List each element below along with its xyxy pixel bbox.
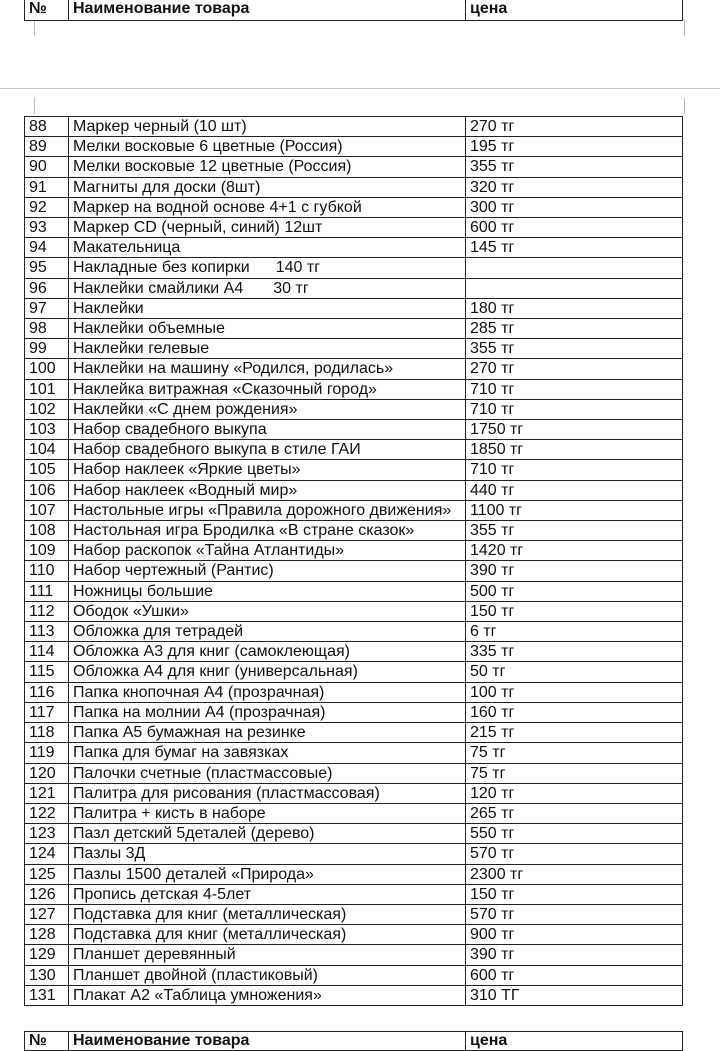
item-number: 123: [25, 824, 69, 844]
item-price: 390 тг: [466, 561, 683, 581]
item-price: 1420 тг: [466, 541, 683, 561]
item-name-text: Ободок «Ушки»: [73, 602, 189, 620]
item-name: [69, 420, 466, 440]
item-price: 120 тг: [466, 783, 683, 803]
item-name-text: Подставка для книг (металлическая): [73, 905, 347, 923]
item-name-text: Наклейка витражная «Сказочный город»: [73, 380, 377, 398]
table-row: [25, 783, 683, 803]
item-number: 131: [25, 985, 69, 1005]
table-row: [25, 440, 683, 460]
item-price: 75 тг: [466, 763, 683, 783]
item-name-text: Магниты для доски (8шт): [73, 178, 261, 196]
item-price: 160 тг: [466, 702, 683, 722]
table-row: [25, 238, 683, 258]
header-table: [24, 0, 683, 21]
item-number: 115: [25, 662, 69, 682]
item-number: 118: [25, 723, 69, 743]
header-price: цена: [466, 0, 683, 21]
item-number: 112: [25, 601, 69, 621]
item-price: 900 тг: [466, 925, 683, 945]
item-name: [69, 440, 466, 460]
item-price: 75 тг: [466, 743, 683, 763]
item-name: [69, 783, 466, 803]
table-row: [25, 521, 683, 541]
item-name-text: Обложка А4 для книг (универсальная): [73, 663, 358, 681]
item-name-text: Мелки восковые 6 цветные (Россия): [73, 138, 343, 156]
item-name: [69, 500, 466, 520]
price-table: [24, 116, 683, 1006]
item-price: 150 тг: [466, 884, 683, 904]
item-price: 600 тг: [466, 965, 683, 985]
item-number: 102: [25, 399, 69, 419]
item-price: 570 тг: [466, 844, 683, 864]
item-price: 310 ТГ: [466, 985, 683, 1005]
item-number: 90: [25, 157, 69, 177]
table-row: [25, 985, 683, 1005]
table-row: [25, 359, 683, 379]
item-name-text: Папка на молнии А4 (прозрачная): [73, 703, 326, 721]
item-price: 195 тг: [466, 137, 683, 157]
table-row: [25, 197, 683, 217]
item-name-text: Наклейки на машину «Родился, родилась»: [73, 360, 394, 378]
item-name: [69, 319, 466, 339]
item-number: 92: [25, 197, 69, 217]
item-price: 320 тг: [466, 177, 683, 197]
item-number: 126: [25, 884, 69, 904]
item-name: [69, 480, 466, 500]
table-row: [25, 884, 683, 904]
item-name-text: Палитра + кисть в наборе: [73, 804, 266, 822]
item-name-text: Пазл детский 5деталей (дерево): [73, 825, 315, 843]
item-number: 122: [25, 803, 69, 823]
item-name: [69, 884, 466, 904]
table-row: [25, 642, 683, 662]
item-price: 2300 тг: [466, 864, 683, 884]
item-name: [69, 622, 466, 642]
item-name-text: Настольная игра Бродилка «В стране сказок»: [73, 522, 415, 540]
table-row: [25, 339, 683, 359]
table-row: [25, 561, 683, 581]
item-name: [69, 379, 466, 399]
header-row: [25, 0, 683, 21]
table-row: [25, 743, 683, 763]
item-name: [69, 278, 466, 298]
item-number: 110: [25, 561, 69, 581]
item-number: 117: [25, 702, 69, 722]
item-name: [69, 904, 466, 924]
item-number: 103: [25, 420, 69, 440]
item-number: 125: [25, 864, 69, 884]
item-name-text: Наклейки «С днем рождения»: [73, 400, 298, 418]
table-row: [25, 702, 683, 722]
table-row: [25, 177, 683, 197]
item-name: [69, 945, 466, 965]
item-name-text: Набор свадебного выкупа в стиле ГАИ: [73, 441, 361, 459]
item-name: [69, 581, 466, 601]
table-row: [25, 298, 683, 318]
item-price: 550 тг: [466, 824, 683, 844]
item-name: [69, 197, 466, 217]
item-number: 104: [25, 440, 69, 460]
item-name-text: Наклейки объемные: [73, 320, 225, 338]
item-name: [69, 723, 466, 743]
item-number: 100: [25, 359, 69, 379]
item-name-text: Обложка для тетрадей: [73, 623, 244, 641]
table-row: [25, 763, 683, 783]
item-name: [69, 844, 466, 864]
item-name: [69, 359, 466, 379]
table-row: [25, 662, 683, 682]
item-number: 107: [25, 500, 69, 520]
item-number: 113: [25, 622, 69, 642]
item-price: 100 тг: [466, 682, 683, 702]
item-number: 91: [25, 177, 69, 197]
table-row: [25, 117, 683, 137]
header-num: №: [25, 0, 69, 21]
table-row: [25, 965, 683, 985]
item-name: [69, 117, 466, 137]
item-price: 710 тг: [466, 460, 683, 480]
item-name-text: Макательница: [73, 239, 181, 257]
item-name-text: Накладные без копирки: [73, 259, 250, 277]
item-number: 98: [25, 319, 69, 339]
item-name: [69, 682, 466, 702]
item-name-text: Папка А5 бумажная на резинке: [73, 724, 306, 742]
margin-tick: [684, 98, 685, 114]
header-name: Наименование товара: [69, 0, 466, 21]
item-number: 129: [25, 945, 69, 965]
table-row: [25, 500, 683, 520]
item-name: [69, 803, 466, 823]
item-number: 105: [25, 460, 69, 480]
item-name-text: Подставка для книг (металлическая): [73, 926, 347, 944]
item-price: 710 тг: [466, 399, 683, 419]
item-number: 95: [25, 258, 69, 278]
item-price: 1100 тг: [466, 500, 683, 520]
table-row: [25, 824, 683, 844]
table-row: [25, 723, 683, 743]
item-price: 6 тг: [466, 622, 683, 642]
table-row: [25, 682, 683, 702]
item-number: 116: [25, 682, 69, 702]
item-number: 124: [25, 844, 69, 864]
item-name: [69, 925, 466, 945]
item-number: 130: [25, 965, 69, 985]
item-name: [69, 642, 466, 662]
item-name-text: Набор свадебного выкупа: [73, 421, 267, 439]
item-price: 300 тг: [466, 197, 683, 217]
item-name-text: Наклейки смайлики А4: [73, 279, 244, 297]
item-price: 150 тг: [466, 601, 683, 621]
item-name-text: Мелки восковые 12 цветные (Россия): [73, 158, 352, 176]
item-number: 101: [25, 379, 69, 399]
table-row: [25, 278, 683, 298]
item-name-text: Пропись детская 4-5лет: [73, 885, 252, 903]
table-row: [25, 399, 683, 419]
table-row: [25, 581, 683, 601]
item-name-text: Папка кнопочная А4 (прозрачная): [73, 683, 325, 701]
item-price: 710 тг: [466, 379, 683, 399]
margin-tick: [34, 20, 35, 36]
footer-header-name: Наименование товара: [69, 1032, 466, 1051]
item-name-text: Маркер CD (черный, синий) 12шт: [73, 219, 323, 237]
table-row: [25, 945, 683, 965]
item-name: [69, 157, 466, 177]
item-name: [69, 702, 466, 722]
item-name: [69, 460, 466, 480]
table-row: [25, 379, 683, 399]
footer-header-table: [24, 1031, 683, 1051]
item-name-text: Плакат А2 «Таблица умножения»: [73, 986, 322, 1004]
item-price: 355 тг: [466, 339, 683, 359]
item-number: 88: [25, 117, 69, 137]
inline-price: 30 тг: [273, 279, 309, 297]
item-price: 145 тг: [466, 238, 683, 258]
footer-header-num: №: [25, 1032, 69, 1051]
item-name: [69, 521, 466, 541]
item-name-text: Наклейки гелевые: [73, 340, 210, 358]
item-price: 335 тг: [466, 642, 683, 662]
page-break-line: [0, 88, 720, 89]
margin-tick: [684, 20, 685, 36]
table-row: [25, 218, 683, 238]
item-name-text: Набор чертежный (Рантис): [73, 562, 274, 580]
item-name: [69, 662, 466, 682]
table-row: [25, 622, 683, 642]
item-number: 96: [25, 278, 69, 298]
table-row: [25, 157, 683, 177]
item-name: [69, 541, 466, 561]
item-name-text: Маркер черный (10 шт): [73, 118, 247, 135]
table-row: [25, 420, 683, 440]
item-name-text: Маркер на водной основе 4+1 с губкой: [73, 198, 362, 216]
item-name: [69, 985, 466, 1005]
item-number: 106: [25, 480, 69, 500]
item-name: [69, 824, 466, 844]
item-name: [69, 177, 466, 197]
table-row: [25, 803, 683, 823]
item-price: 285 тг: [466, 319, 683, 339]
item-name-text: Папка для бумаг на завязках: [73, 744, 289, 762]
item-price: 270 тг: [466, 117, 683, 137]
item-name-text: Набор наклеек «Яркие цветы»: [73, 461, 301, 479]
item-number: 89: [25, 137, 69, 157]
table-row: [25, 460, 683, 480]
table-row: [25, 541, 683, 561]
item-name: [69, 965, 466, 985]
item-name: [69, 137, 466, 157]
table-row: [25, 258, 683, 278]
item-name-text: Настольные игры «Правила дорожного движения»: [73, 501, 452, 519]
item-number: 127: [25, 904, 69, 924]
table-row: [25, 844, 683, 864]
item-name-text: Ножницы большие: [73, 582, 213, 600]
footer-header-price: цена: [466, 1032, 683, 1051]
table-row: [25, 137, 683, 157]
item-name: [69, 864, 466, 884]
item-number: 128: [25, 925, 69, 945]
item-number: 94: [25, 238, 69, 258]
item-name: [69, 601, 466, 621]
item-number: 111: [25, 581, 69, 601]
margin-tick: [34, 98, 35, 114]
item-number: 109: [25, 541, 69, 561]
item-price: 1750 тг: [466, 420, 683, 440]
item-number: 121: [25, 783, 69, 803]
item-name: [69, 743, 466, 763]
item-name: [69, 238, 466, 258]
item-name-text: Пазлы 1500 деталей «Природа»: [73, 865, 314, 883]
item-price: 570 тг: [466, 904, 683, 924]
item-number: 99: [25, 339, 69, 359]
item-name: [69, 339, 466, 359]
item-name-text: Набор раскопок «Тайна Атлантиды»: [73, 542, 345, 560]
item-price: 500 тг: [466, 581, 683, 601]
item-price: 180 тг: [466, 298, 683, 318]
item-price: [466, 258, 683, 278]
table-row: [25, 925, 683, 945]
item-name: [69, 258, 466, 278]
table-row: [25, 864, 683, 884]
item-number: 97: [25, 298, 69, 318]
item-number: 108: [25, 521, 69, 541]
item-name-text: Обложка А3 для книг (самоклеющая): [73, 643, 350, 661]
item-name-text: Набор наклеек «Водный мир»: [73, 481, 298, 499]
item-number: 114: [25, 642, 69, 662]
item-name-text: Палочки счетные (пластмассовые): [73, 764, 333, 782]
table-row: [25, 319, 683, 339]
item-price: 440 тг: [466, 480, 683, 500]
item-price: 1850 тг: [466, 440, 683, 460]
item-price: [466, 278, 683, 298]
footer-header-row: [25, 1032, 683, 1051]
table-row: [25, 480, 683, 500]
item-price: 355 тг: [466, 157, 683, 177]
item-price: 215 тг: [466, 723, 683, 743]
item-name: [69, 218, 466, 238]
item-name: [69, 561, 466, 581]
item-price: 390 тг: [466, 945, 683, 965]
item-number: 119: [25, 743, 69, 763]
inline-price: 140 тг: [275, 259, 321, 277]
item-price: 355 тг: [466, 521, 683, 541]
item-name-text: Пазлы 3Д: [73, 845, 146, 863]
item-number: 93: [25, 218, 69, 238]
item-name-text: Планшет деревянный: [73, 946, 236, 964]
table-row: [25, 904, 683, 924]
item-name-text: Планшет двойной (пластиковый): [73, 966, 318, 984]
item-name: [69, 399, 466, 419]
item-price: 600 тг: [466, 218, 683, 238]
item-price: 270 тг: [466, 359, 683, 379]
item-number: 120: [25, 763, 69, 783]
item-name: [69, 298, 466, 318]
item-price: 265 тг: [466, 803, 683, 823]
item-price: 50 тг: [466, 662, 683, 682]
item-name-text: Наклейки: [73, 299, 144, 317]
table-row: [25, 601, 683, 621]
item-name: [69, 763, 466, 783]
item-name-text: Палитра для рисования (пластмассовая): [73, 784, 380, 802]
